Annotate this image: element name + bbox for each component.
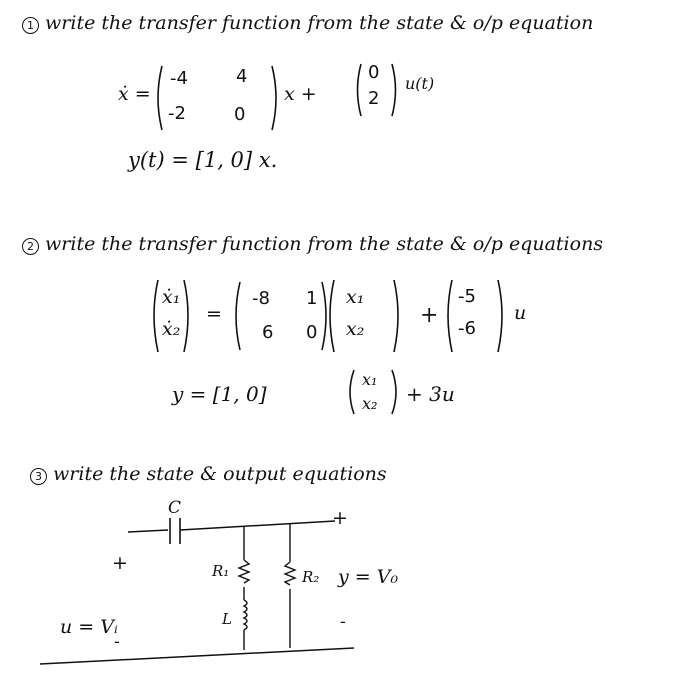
q1-input-u: u(t) [405, 74, 435, 93]
q2-a21: 6 [262, 322, 274, 343]
output-voltage-label: y = V₀ [338, 566, 399, 588]
q1-a12: 4 [236, 66, 248, 87]
q3-number-circle: 3 [30, 468, 47, 485]
q2-output-lhs: y = [1, 0] [172, 382, 267, 406]
q1-a21: -2 [168, 103, 186, 124]
r1-label: R₁ [212, 562, 230, 580]
q2-a22: 0 [306, 322, 318, 343]
q1-heading: write the transfer function from the state & o/p equation [45, 12, 594, 34]
q1-number-circle: 1 [22, 17, 39, 34]
input-plus-sign: + [112, 552, 128, 574]
q2-plus: + [420, 303, 439, 328]
q2-x2: x₂ [346, 318, 365, 340]
input-minus-sign: - [114, 632, 120, 652]
q1-x-plus: x + [284, 83, 317, 105]
q2-a11: -8 [252, 288, 270, 309]
r1-resistor [239, 560, 249, 583]
q2-number-circle: 2 [22, 238, 39, 255]
bottom-wire [40, 648, 354, 664]
q2-b1: -5 [458, 286, 476, 307]
q1-output-equation: y(t) = [1, 0] x. [128, 148, 278, 172]
q2-a12: 1 [306, 288, 318, 309]
q2-b2: -6 [458, 318, 476, 339]
r2-label: R₂ [302, 568, 320, 586]
output-plus-sign: + [332, 507, 348, 529]
output-minus-sign: - [340, 612, 346, 632]
q2-equals: = [206, 303, 222, 325]
inductor-label: L [222, 610, 232, 628]
top-wire-left [128, 530, 168, 532]
q1-b2: 2 [368, 88, 380, 109]
capacitor-label: C [168, 498, 182, 518]
q1-xdot-label: ẋ = [118, 83, 151, 105]
q1-b1: 0 [368, 62, 380, 83]
top-wire-right [180, 521, 335, 530]
q2-output-tail: + 3u [406, 382, 455, 406]
input-voltage-label: u = Vᵢ [60, 616, 118, 638]
q3-heading: write the state & output equations [53, 463, 387, 485]
q1-a11: -4 [170, 68, 188, 89]
q2-xdot2: ẋ₂ [162, 318, 181, 340]
r2-resistor [285, 562, 295, 585]
q2-output-x2: x₂ [362, 394, 378, 413]
q2-heading: write the transfer function from the state & o/p equations [45, 233, 604, 255]
q1-a22: 0 [234, 104, 246, 125]
q2-x1: x₁ [346, 286, 365, 308]
q2-xdot1: ẋ₁ [162, 286, 181, 308]
inductor-coil [244, 600, 247, 630]
q2-output-x1: x₁ [362, 370, 378, 389]
q2-input-u: u [514, 302, 527, 324]
